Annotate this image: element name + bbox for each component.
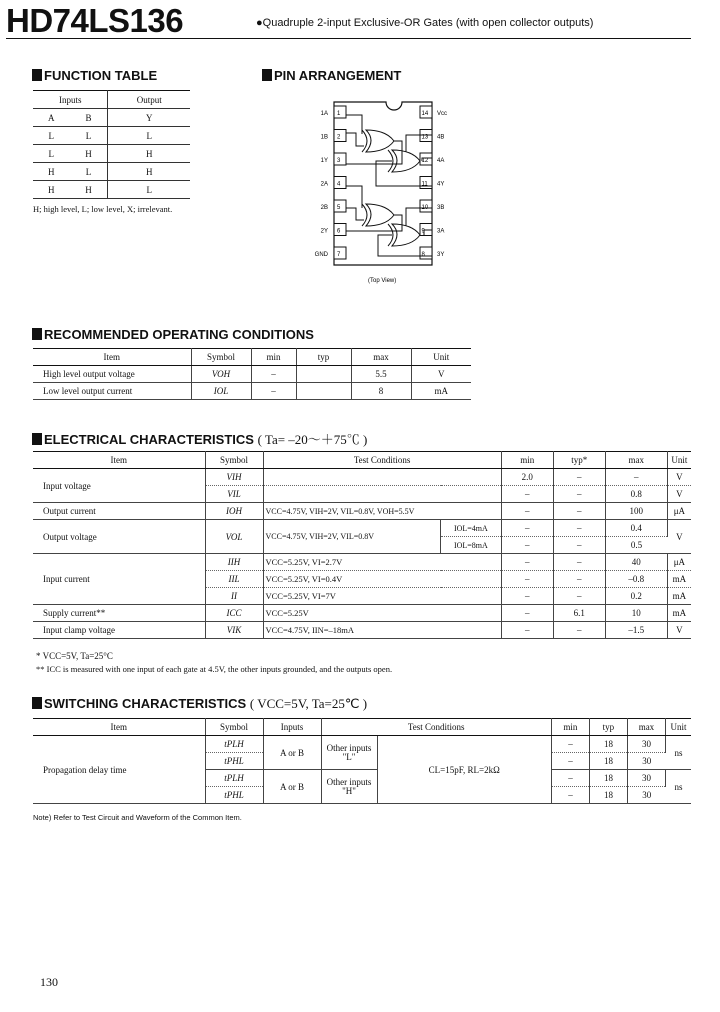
cell: L [70, 163, 108, 181]
cell: –1.5 [605, 622, 667, 639]
cell: VCC=5.25V, VI=7V [263, 588, 501, 605]
cell: V [411, 366, 471, 383]
cell: 18 [589, 736, 627, 753]
part-number-title: HD74LS136 [6, 2, 184, 39]
cell: H [70, 145, 108, 163]
pin-number: 3 [337, 158, 341, 164]
cell: Low level output current [33, 383, 191, 400]
pin-number: 7 [337, 252, 341, 258]
cell: V [667, 486, 691, 503]
cell: ns [665, 770, 691, 804]
cell: 6.1 [553, 605, 605, 622]
cell: ns [665, 736, 691, 770]
cell [296, 383, 351, 400]
cell: – [501, 537, 553, 554]
col-max: max [605, 452, 667, 469]
electrical-title: ELECTRICAL CHARACTERISTICS [44, 432, 254, 447]
col-item: Item [33, 349, 191, 366]
pin-name: 3B [437, 205, 445, 211]
cell: 0.5 [605, 537, 667, 554]
cell: VIH [205, 469, 263, 486]
cell: IOH [205, 503, 263, 520]
pin-number: 10 [421, 205, 429, 211]
cell: Output voltage [33, 520, 205, 554]
table-row [33, 736, 691, 753]
top-view-label: (Top View) [368, 278, 397, 284]
col-symbol: Symbol [205, 452, 263, 469]
pin-number: 12 [421, 158, 429, 164]
recommended-heading [32, 327, 314, 342]
xor-gate-1 [346, 115, 402, 164]
cell: 18 [589, 770, 627, 787]
cell: – [501, 571, 553, 588]
cell: IOL [191, 383, 251, 400]
table-row [33, 127, 190, 145]
cell: V [667, 520, 691, 554]
cell: tPHL [205, 753, 263, 770]
col-typ: typ [589, 719, 627, 736]
function-table [33, 90, 190, 199]
pin-name: 3A [437, 228, 445, 235]
cell: mA [667, 571, 691, 588]
pin-name: 1A [320, 111, 328, 117]
cell: IIL [205, 571, 263, 588]
cell: Input current [33, 554, 205, 605]
cell: A or B [263, 770, 321, 804]
section-marker-icon [32, 328, 42, 340]
cell: V [667, 469, 691, 486]
pin-name: 4Y [437, 181, 445, 188]
pin-name: 1B [320, 134, 328, 141]
electrical-note-2: ** ICC is measured with one input of each gate at 4.5V, the other inputs grounded, and the outputs open. [36, 664, 393, 674]
pin-name: 4A [437, 158, 445, 164]
pin-number: 6 [337, 228, 341, 235]
cell: – [551, 736, 589, 753]
switching-note: Note) Refer to Test Circuit and Waveform of the Common Item. [33, 813, 242, 822]
cell: H [108, 145, 190, 163]
col-min: min [251, 349, 296, 366]
cell: 30 [627, 787, 665, 804]
cell: IIH [205, 554, 263, 571]
pin-name: Vcc [437, 111, 448, 117]
inputs-header: Inputs [33, 91, 108, 109]
cell: L [108, 127, 190, 145]
cell: VCC=5.25V [263, 605, 501, 622]
cell: 18 [589, 753, 627, 770]
section-marker-icon [262, 69, 272, 81]
cell: 0.4 [605, 520, 667, 537]
col-a: A [33, 109, 70, 127]
cell: – [553, 571, 605, 588]
pin-number: 9 [421, 228, 425, 235]
cell: tPLH [205, 736, 263, 753]
switching-conditions: ( VCC=5V, Ta=25℃ ) [249, 696, 368, 711]
function-table-heading [32, 68, 157, 83]
cell: H [70, 181, 108, 199]
cell: L [33, 127, 70, 145]
cell: –0.8 [605, 571, 667, 588]
section-marker-icon [32, 433, 42, 445]
col-b: B [70, 109, 108, 127]
pin-name: 3Y [437, 252, 445, 258]
cell: Propagation delay time [33, 736, 205, 804]
table-row [33, 520, 691, 537]
cell: Input voltage [33, 469, 205, 503]
cell: VCC=4.75V, VIH=2V, VIL=0.8V, VOH=5.5V [263, 503, 501, 520]
col-y: Y [108, 109, 190, 127]
cell: L [108, 181, 190, 199]
cell: – [553, 554, 605, 571]
section-marker-icon [32, 69, 42, 81]
table-row [33, 503, 691, 520]
cell: – [251, 383, 296, 400]
cell: – [553, 622, 605, 639]
col-symbol: Symbol [191, 349, 251, 366]
cell: μA [667, 503, 691, 520]
cell: VCC=5.25V, VI=0.4V [263, 571, 501, 588]
cell: 8 [351, 383, 411, 400]
part-description: ●Quadruple 2-input Exclusive-OR Gates (with open collector outputs) [256, 17, 594, 29]
cell: Input clamp voltage [33, 622, 205, 639]
function-table-title: FUNCTION TABLE [44, 68, 158, 83]
col-typ: typ* [553, 452, 605, 469]
table-row [33, 181, 190, 199]
cell: 5.5 [351, 366, 411, 383]
cell: – [551, 753, 589, 770]
cell: CL=15pF, RL=2kΩ [377, 736, 551, 804]
xor-gates [346, 115, 432, 256]
cell: – [553, 537, 605, 554]
cell: Supply current** [33, 605, 205, 622]
table-row [33, 554, 691, 571]
cell: – [501, 554, 553, 571]
cell: – [553, 588, 605, 605]
cell: 18 [589, 787, 627, 804]
pin-arrangement-heading [262, 68, 401, 83]
cell: VCC=4.75V, VIH=2V, VIL=0.8V [263, 520, 441, 554]
pin-number: 14 [421, 111, 429, 117]
cell: – [553, 520, 605, 537]
cell: – [501, 503, 553, 520]
col-typ: typ [296, 349, 351, 366]
pin-name: 2A [320, 181, 328, 188]
cell: VIL [205, 486, 263, 503]
electrical-table [33, 451, 691, 639]
cell: IOL=8mA [441, 537, 502, 554]
cell: – [605, 469, 667, 486]
ic-package [334, 102, 432, 265]
cell: VOH [191, 366, 251, 383]
pin-number: 4 [337, 181, 341, 188]
cell: Other inputs "H" [321, 770, 377, 804]
pin-name: 4B [437, 134, 445, 141]
cell: 100 [605, 503, 667, 520]
function-table-note: H; high level, L; low level, X; irrelevant. [33, 204, 173, 214]
table-row [33, 605, 691, 622]
electrical-note-1: * VCC=5V, Ta=25°C [36, 651, 113, 661]
cell: mA [411, 383, 471, 400]
cell: VCC=4.75V, IIN=–18mA [263, 622, 501, 639]
col-unit: Unit [411, 349, 471, 366]
left-pin-group [315, 106, 346, 259]
table-row [33, 622, 691, 639]
cell: – [553, 469, 605, 486]
right-pin-group [420, 106, 447, 259]
col-symbol: Symbol [205, 719, 263, 736]
col-conditions: Test Conditions [263, 452, 501, 469]
col-min: min [551, 719, 589, 736]
cell: 30 [627, 736, 665, 753]
cell: – [501, 588, 553, 605]
cell: IOL=4mA [441, 520, 502, 537]
electrical-conditions: ( Ta= –20～＋75℃ ) [257, 432, 368, 447]
switching-heading [32, 696, 367, 712]
cell: VCC=5.25V, VI=2.7V [263, 554, 501, 571]
cell: VOL [205, 520, 263, 554]
pin-name: 1Y [320, 158, 328, 164]
pin-number: 8 [421, 252, 425, 258]
pin-number: 13 [421, 134, 429, 141]
cell: μA [667, 554, 691, 571]
cell: mA [667, 588, 691, 605]
cell: L [33, 145, 70, 163]
table-row [33, 163, 190, 181]
col-unit: Unit [665, 719, 691, 736]
cell: ICC [205, 605, 263, 622]
col-unit: Unit [667, 452, 691, 469]
electrical-heading [32, 429, 367, 448]
cell: – [251, 366, 296, 383]
col-min: min [501, 452, 553, 469]
col-conditions: Test Conditions [321, 719, 551, 736]
cell: 0.8 [605, 486, 667, 503]
pin-number: 11 [421, 181, 428, 188]
cell: tPHL [205, 787, 263, 804]
cell: mA [667, 605, 691, 622]
cell: H [33, 163, 70, 181]
cell: – [501, 605, 553, 622]
pin-number: 5 [337, 205, 341, 211]
table-row [33, 469, 691, 486]
cell [263, 486, 501, 503]
cell: 2.0 [501, 469, 553, 486]
cell: High level output voltage [33, 366, 191, 383]
col-item: Item [33, 452, 205, 469]
cell: – [501, 486, 553, 503]
table-row [33, 145, 190, 163]
cell: H [33, 181, 70, 199]
cell: Output current [33, 503, 205, 520]
table-row [33, 366, 471, 383]
switching-table [33, 718, 691, 804]
cell: – [551, 770, 589, 787]
cell: 40 [605, 554, 667, 571]
cell: – [501, 520, 553, 537]
cell: VIK [205, 622, 263, 639]
pin-name: 2B [320, 205, 328, 211]
cell: 10 [605, 605, 667, 622]
pin-name: 2Y [320, 228, 328, 235]
cell: H [108, 163, 190, 181]
table-row [33, 383, 471, 400]
cell: – [551, 787, 589, 804]
pin-diagram [306, 100, 476, 290]
pin-arrangement-title: PIN ARRANGEMENT [274, 68, 402, 83]
section-marker-icon [32, 697, 42, 709]
cell: II [205, 588, 263, 605]
col-max: max [627, 719, 665, 736]
cell: – [501, 622, 553, 639]
cell [296, 366, 351, 383]
recommended-title: RECOMMENDED OPERATING CONDITIONS [44, 327, 314, 342]
recommended-table [33, 348, 471, 400]
switching-title: SWITCHING CHARACTERISTICS [44, 696, 247, 711]
col-item: Item [33, 719, 205, 736]
title-rule [6, 38, 691, 39]
cell: L [70, 127, 108, 145]
cell: – [553, 486, 605, 503]
page-number: 130 [40, 975, 58, 989]
pin-name: GND [314, 252, 328, 258]
cell: A or B [263, 736, 321, 770]
cell: Other inputs "L" [321, 736, 377, 770]
cell: V [667, 622, 691, 639]
cell: 30 [627, 770, 665, 787]
col-max: max [351, 349, 411, 366]
pin-number: 2 [337, 134, 341, 141]
cell: 30 [627, 753, 665, 770]
cell: 0.2 [605, 588, 667, 605]
pin-number: 1 [337, 111, 341, 117]
output-header: Output [108, 91, 190, 109]
cell: – [553, 503, 605, 520]
cell [263, 469, 501, 486]
cell: tPLH [205, 770, 263, 787]
col-inputs: Inputs [263, 719, 321, 736]
